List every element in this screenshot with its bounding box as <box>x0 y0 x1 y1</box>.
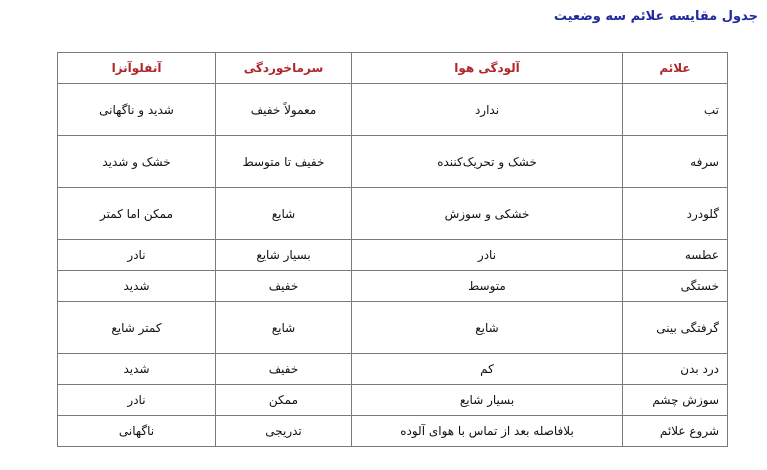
air-pollution-cell: بسیار شایع <box>352 385 623 416</box>
influenza-cell: نادر <box>58 240 216 271</box>
table-row <box>58 385 728 416</box>
cold-cell: تدریجی <box>216 416 352 447</box>
cold-cell: معمولاً خفیف <box>216 84 352 136</box>
air-pollution-cell: نادر <box>352 240 623 271</box>
page-title: جدول مقایسه علائم سه وضعیت <box>553 9 758 24</box>
influenza-cell: ممکن اما کمتر <box>58 188 216 240</box>
table-row <box>58 188 728 240</box>
table-row <box>58 84 728 136</box>
comparison-table <box>57 52 728 447</box>
air-pollution-cell: خشکی و سوزش <box>352 188 623 240</box>
symptom-cell: عطسه <box>623 240 728 271</box>
column-header-symptoms: علائم <box>623 53 728 84</box>
air-pollution-cell: شایع <box>352 302 623 354</box>
influenza-cell: خشک و شدید <box>58 136 216 188</box>
cold-cell: بسیار شایع <box>216 240 352 271</box>
table-row <box>58 136 728 188</box>
air-pollution-cell: متوسط <box>352 271 623 302</box>
influenza-cell: شدید <box>58 271 216 302</box>
symptom-cell: سوزش چشم <box>623 385 728 416</box>
symptom-cell: خستگی <box>623 271 728 302</box>
influenza-cell: شدید <box>58 354 216 385</box>
air-pollution-cell: کم <box>352 354 623 385</box>
cold-cell: خفیف تا متوسط <box>216 136 352 188</box>
column-header-influenza: آنفلوآنزا <box>58 53 216 84</box>
column-header-air-pollution: آلودگی هوا <box>352 53 623 84</box>
cold-cell: ممکن <box>216 385 352 416</box>
air-pollution-cell: خشک و تحریک‌کننده <box>352 136 623 188</box>
influenza-cell: شدید و ناگهانی <box>58 84 216 136</box>
air-pollution-cell: بلافاصله بعد از تماس با هوای آلوده <box>352 416 623 447</box>
cold-cell: شایع <box>216 302 352 354</box>
symptom-cell: تب <box>623 84 728 136</box>
column-header-cold: سرماخوردگی <box>216 53 352 84</box>
table-row <box>58 416 728 447</box>
symptom-cell: شروع علائم <box>623 416 728 447</box>
table-row <box>58 240 728 271</box>
table-header-row <box>58 53 728 84</box>
influenza-cell: ناگهانی <box>58 416 216 447</box>
cold-cell: خفیف <box>216 354 352 385</box>
table-row <box>58 271 728 302</box>
cold-cell: شایع <box>216 188 352 240</box>
symptom-cell: گرفتگی بینی <box>623 302 728 354</box>
cold-cell: خفیف <box>216 271 352 302</box>
symptom-cell: سرفه <box>623 136 728 188</box>
influenza-cell: نادر <box>58 385 216 416</box>
table-row <box>58 302 728 354</box>
air-pollution-cell: ندارد <box>352 84 623 136</box>
table-row <box>58 354 728 385</box>
symptom-cell: درد بدن <box>623 354 728 385</box>
influenza-cell: کمتر شایع <box>58 302 216 354</box>
symptom-cell: گلودرد <box>623 188 728 240</box>
